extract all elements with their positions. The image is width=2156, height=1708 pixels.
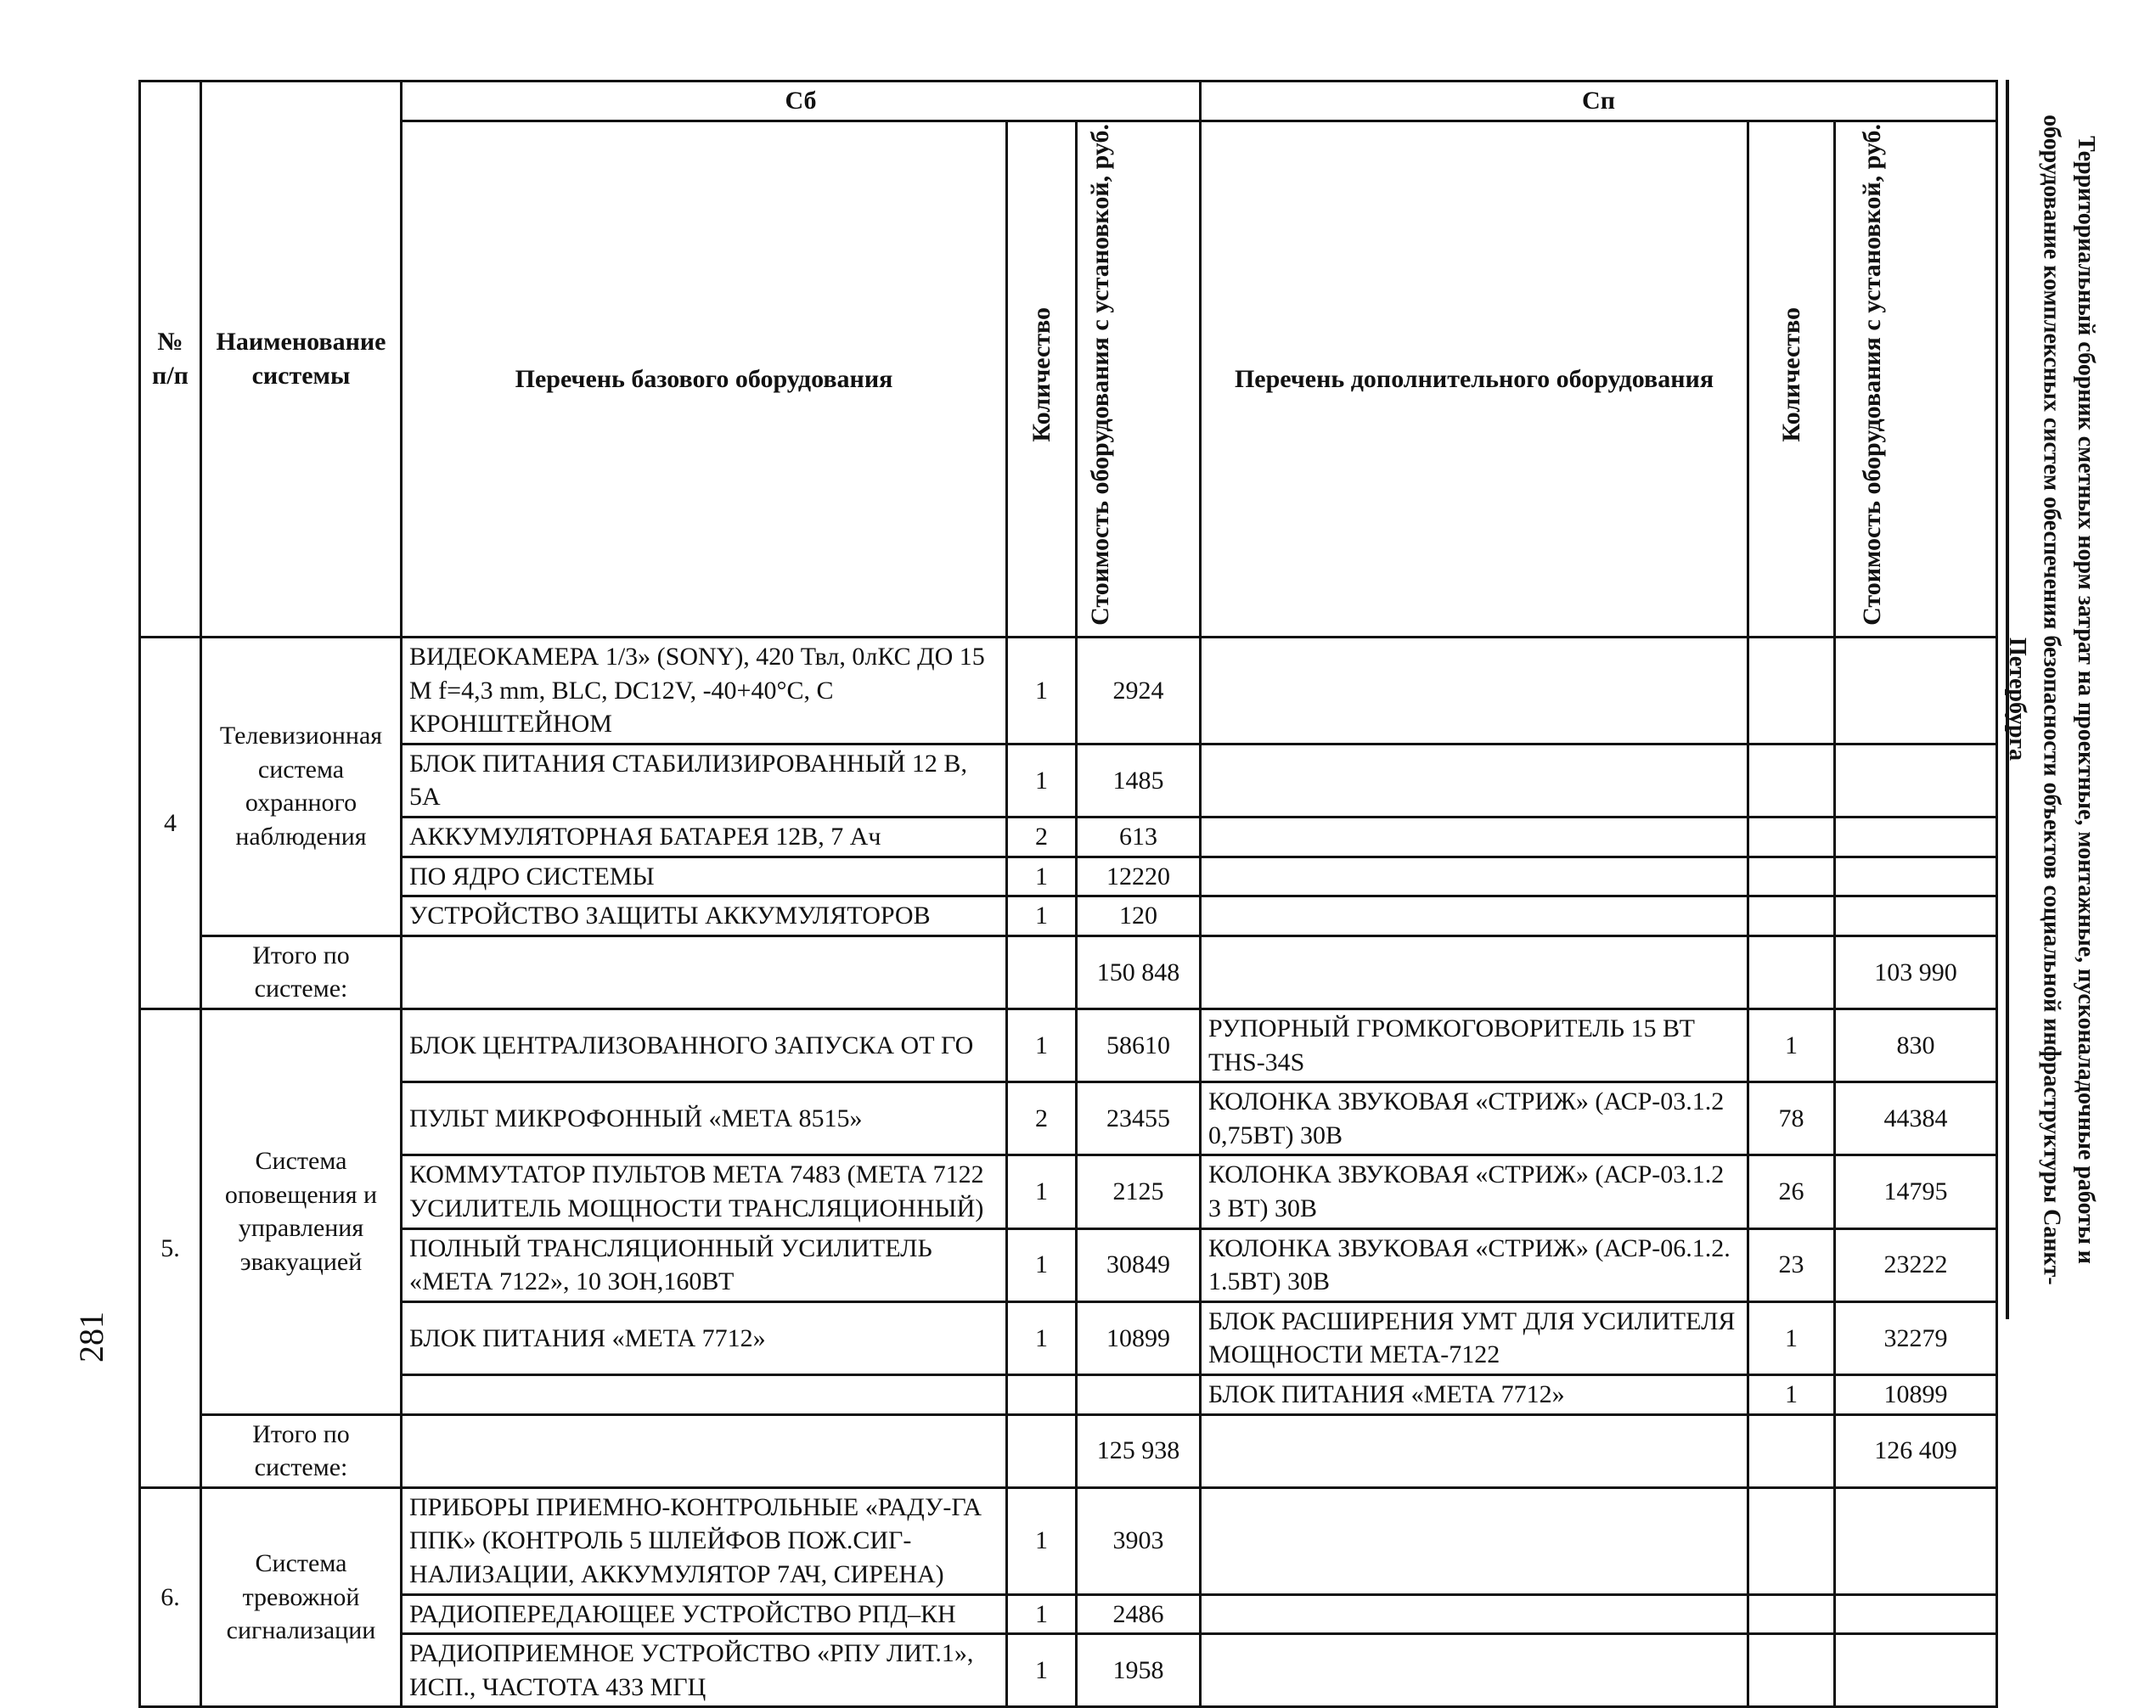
additional-cost (1835, 744, 1997, 817)
empty-cell (1201, 935, 1748, 1009)
additional-equipment (1201, 638, 1748, 744)
empty-cell (402, 935, 1007, 1009)
table-row (140, 817, 1997, 857)
table-row (140, 1009, 1997, 1082)
header-qty: Количество (1007, 121, 1077, 638)
total-label: Итого по системе: (201, 1414, 402, 1487)
base-equipment: ПО ЯДРО СИСТЕМЫ (402, 857, 1007, 896)
side-title (2003, 80, 2103, 1319)
system-number: 4 (140, 638, 201, 1009)
base-cost: 58610 (1077, 1009, 1201, 1082)
header-add-list: Перечень дополнительного оборудования (1201, 121, 1748, 638)
empty-cell (402, 1414, 1007, 1487)
system-name: Система тревожной сигнализации (201, 1487, 402, 1707)
additional-qty (1748, 1594, 1835, 1634)
total-sp: 103 990 (1835, 935, 1997, 1009)
base-equipment (402, 1374, 1007, 1414)
base-qty: 1 (1007, 896, 1077, 936)
system-number: 5. (140, 1009, 201, 1488)
table-row (140, 1082, 1997, 1155)
total-row (140, 935, 1997, 1009)
additional-qty: 78 (1748, 1082, 1835, 1155)
table-row (140, 896, 1997, 936)
base-qty: 1 (1007, 1487, 1077, 1594)
additional-equipment: КОЛОНКА ЗВУКОВАЯ «СТРИЖ» (АСР-03.1.2 3 ВТ) 30В (1201, 1155, 1748, 1228)
additional-cost: 32279 (1835, 1301, 1997, 1374)
base-qty: 1 (1007, 1301, 1077, 1374)
header-cost2: Стоимость оборудования с установкой, руб. (1835, 121, 1997, 638)
additional-qty (1748, 896, 1835, 936)
table-row (140, 1374, 1997, 1414)
header-name: Наименование системы (201, 81, 402, 638)
base-cost: 23455 (1077, 1082, 1201, 1155)
table-row (140, 857, 1997, 896)
total-sb: 150 848 (1077, 935, 1201, 1009)
additional-qty (1748, 744, 1835, 817)
table-row (140, 1228, 1997, 1301)
base-qty: 1 (1007, 1155, 1077, 1228)
additional-qty: 23 (1748, 1228, 1835, 1301)
empty-cell (1007, 935, 1077, 1009)
base-cost: 3903 (1077, 1487, 1201, 1594)
total-label: Итого по системе: (201, 935, 402, 1009)
additional-cost: 44384 (1835, 1082, 1997, 1155)
system-number: 6. (140, 1487, 201, 1707)
header-sp: Сп (1201, 81, 1997, 121)
header-cost: Стоимость оборудования с установкой, руб. (1077, 121, 1201, 638)
base-qty: 2 (1007, 1082, 1077, 1155)
additional-equipment: БЛОК РАСШИРЕНИЯ УМТ ДЛЯ УСИЛИТЕЛЯ МОЩНОСТИ МЕТА-7122 (1201, 1301, 1748, 1374)
total-sb: 125 938 (1077, 1414, 1201, 1487)
additional-equipment (1201, 1594, 1748, 1634)
system-name: Телевизионная система охранного наблюдения (201, 638, 402, 936)
additional-qty (1748, 857, 1835, 896)
base-cost: 2486 (1077, 1594, 1201, 1634)
page-number: 281 (72, 1312, 110, 1362)
additional-cost (1835, 817, 1997, 857)
base-cost: 613 (1077, 817, 1201, 857)
header-num: № п/п (140, 81, 201, 638)
base-qty: 1 (1007, 1634, 1077, 1707)
base-cost: 2125 (1077, 1155, 1201, 1228)
total-row (140, 1414, 1997, 1487)
base-equipment: РАДИОПЕРЕДАЮЩЕЕ УСТРОЙСТВО РПД–КН (402, 1594, 1007, 1634)
additional-equipment (1201, 1634, 1748, 1707)
base-equipment: АККУМУЛЯТОРНАЯ БАТАРЕЯ 12В, 7 Ач (402, 817, 1007, 857)
base-qty: 1 (1007, 1228, 1077, 1301)
additional-qty: 1 (1748, 1374, 1835, 1414)
table-row (140, 744, 1997, 817)
base-equipment: КОММУТАТОР ПУЛЬТОВ МЕТА 7483 (МЕТА 7122 УСИЛИТЕЛЬ МОЩНОСТИ ТРАНСЛЯЦИОННЫЙ) (402, 1155, 1007, 1228)
base-cost (1077, 1374, 1201, 1414)
base-cost: 12220 (1077, 857, 1201, 896)
header-qty2: Количество (1748, 121, 1835, 638)
additional-qty: 1 (1748, 1301, 1835, 1374)
base-qty: 1 (1007, 744, 1077, 817)
additional-qty (1748, 638, 1835, 744)
additional-cost (1835, 857, 1997, 896)
additional-cost (1835, 1487, 1997, 1594)
empty-cell (1748, 1414, 1835, 1487)
base-equipment: ПРИБОРЫ ПРИЕМНО-КОНТРОЛЬНЫЕ «РАДУ-ГА ППК» (КОНТРОЛЬ 5 ШЛЕЙФОВ ПОЖ.СИГ-НАЛИЗАЦИИ, АККУМУЛЯТОР 7АЧ, СИРЕНА) (402, 1487, 1007, 1594)
additional-cost (1835, 896, 1997, 936)
additional-cost: 10899 (1835, 1374, 1997, 1414)
additional-cost: 23222 (1835, 1228, 1997, 1301)
base-qty: 1 (1007, 857, 1077, 896)
header-sb: Сб (402, 81, 1201, 121)
additional-equipment (1201, 1487, 1748, 1594)
empty-cell (1007, 1414, 1077, 1487)
additional-equipment: РУПОРНЫЙ ГРОМКОГОВОРИТЕЛЬ 15 ВТ THS-34S (1201, 1009, 1748, 1082)
base-cost: 1958 (1077, 1634, 1201, 1707)
base-equipment: ВИДЕОКАМЕРА 1/3» (SONY), 420 Твл, 0лКС ДО 15 М f=4,3 mm, BLC, DC12V, -40+40°С, С КРОНШТЕЙНОМ (402, 638, 1007, 744)
additional-cost (1835, 638, 1997, 744)
base-equipment: БЛОК ПИТАНИЯ СТАБИЛИЗИРОВАННЫЙ 12 В, 5А (402, 744, 1007, 817)
base-qty: 1 (1007, 1594, 1077, 1634)
total-sp: 126 409 (1835, 1414, 1997, 1487)
additional-cost (1835, 1634, 1997, 1707)
table-row (140, 1487, 1997, 1594)
additional-qty (1748, 817, 1835, 857)
empty-cell (1201, 1414, 1748, 1487)
table-body (140, 638, 1997, 1707)
additional-equipment (1201, 817, 1748, 857)
additional-equipment: БЛОК ПИТАНИЯ «МЕТА 7712» (1201, 1374, 1748, 1414)
empty-cell (1748, 935, 1835, 1009)
base-equipment: ПУЛЬТ МИКРОФОННЫЙ «МЕТА 8515» (402, 1082, 1007, 1155)
additional-qty: 26 (1748, 1155, 1835, 1228)
table-row (140, 1301, 1997, 1374)
additional-equipment (1201, 857, 1748, 896)
equipment-table (138, 80, 1998, 1708)
base-equipment: БЛОК ПИТАНИЯ «МЕТА 7712» (402, 1301, 1007, 1374)
additional-cost: 14795 (1835, 1155, 1997, 1228)
additional-qty (1748, 1487, 1835, 1594)
side-title-text: Территориальный сборник сметных норм затрат на проектные, монтажные, пусконаладочные работы и оборудование комплексных систем обеспечения безопасности объектов социальной инфраструктуры Санкт-Петербурга (2003, 114, 2099, 1285)
base-equipment: УСТРОЙСТВО ЗАЩИТЫ АККУМУЛЯТОРОВ (402, 896, 1007, 936)
base-equipment: ПОЛНЫЙ ТРАНСЛЯЦИОННЫЙ УСИЛИТЕЛЬ «МЕТА 7122», 10 ЗОН,160ВТ (402, 1228, 1007, 1301)
additional-cost (1835, 1594, 1997, 1634)
additional-qty (1748, 1634, 1835, 1707)
table-row (140, 1155, 1997, 1228)
base-cost: 10899 (1077, 1301, 1201, 1374)
additional-cost: 830 (1835, 1009, 1997, 1082)
base-qty (1007, 1374, 1077, 1414)
base-cost: 120 (1077, 896, 1201, 936)
base-equipment: БЛОК ЦЕНТРАЛИЗОВАННОГО ЗАПУСКА ОТ ГО (402, 1009, 1007, 1082)
table-row (140, 638, 1997, 744)
base-equipment: РАДИОПРИЕМНОЕ УСТРОЙСТВО «РПУ ЛИТ.1», ИСП., ЧАСТОТА 433 МГЦ (402, 1634, 1007, 1707)
additional-equipment: КОЛОНКА ЗВУКОВАЯ «СТРИЖ» (АСР-06.1.2. 1.5ВТ) 30В (1201, 1228, 1748, 1301)
base-cost: 30849 (1077, 1228, 1201, 1301)
base-cost: 1485 (1077, 744, 1201, 817)
additional-equipment (1201, 896, 1748, 936)
additional-equipment (1201, 744, 1748, 817)
base-qty: 1 (1007, 638, 1077, 744)
header-base-list: Перечень базового оборудования (402, 121, 1007, 638)
additional-qty: 1 (1748, 1009, 1835, 1082)
system-name: Система оповещения и управления эвакуацией (201, 1009, 402, 1415)
base-cost: 2924 (1077, 638, 1201, 744)
table-row (140, 1594, 1997, 1634)
table-row (140, 1634, 1997, 1707)
base-qty: 1 (1007, 1009, 1077, 1082)
additional-equipment: КОЛОНКА ЗВУКОВАЯ «СТРИЖ» (АСР-03.1.2 0,75ВТ) 30В (1201, 1082, 1748, 1155)
base-qty: 2 (1007, 817, 1077, 857)
